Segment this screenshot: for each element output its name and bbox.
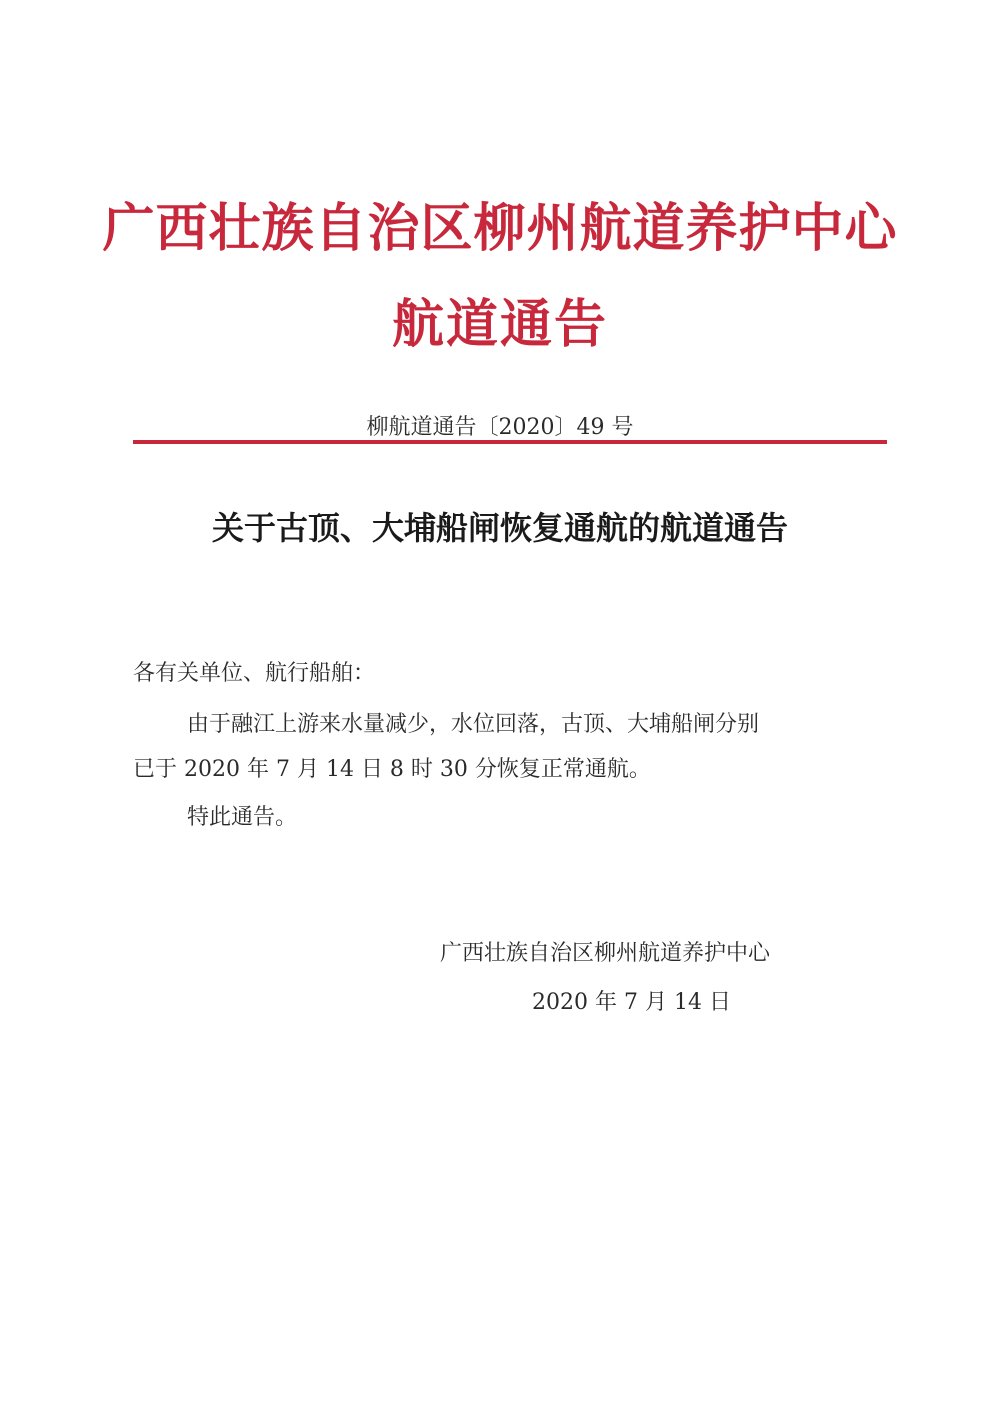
notice-type-title: 航道通告 (391, 295, 608, 355)
body-paragraph-line-2: 已于 2020 年 7 月 14 日 8 时 30 分恢复正常通航。 (133, 757, 651, 782)
org-title: 广西壮族自治区柳州航道养护中心 (102, 199, 898, 259)
red-divider-line (133, 440, 887, 444)
body-paragraph-line-1: 由于融江上游来水量减少，水位回落，古顶、大埔船闸分别 (187, 712, 760, 737)
closing-remark: 特此通告。 (187, 805, 298, 830)
document-number: 柳航道通告〔2020〕49 号 (366, 415, 634, 440)
salutation: 各有关单位、航行船舶： (133, 661, 376, 686)
issuer-signature: 广西壮族自治区柳州航道养护中心 (440, 941, 771, 966)
notice-subject: 关于古顶、大埔船闸恢复通航的航道通告 (211, 509, 788, 547)
issue-date: 2020 年 7 月 14 日 (532, 990, 731, 1015)
